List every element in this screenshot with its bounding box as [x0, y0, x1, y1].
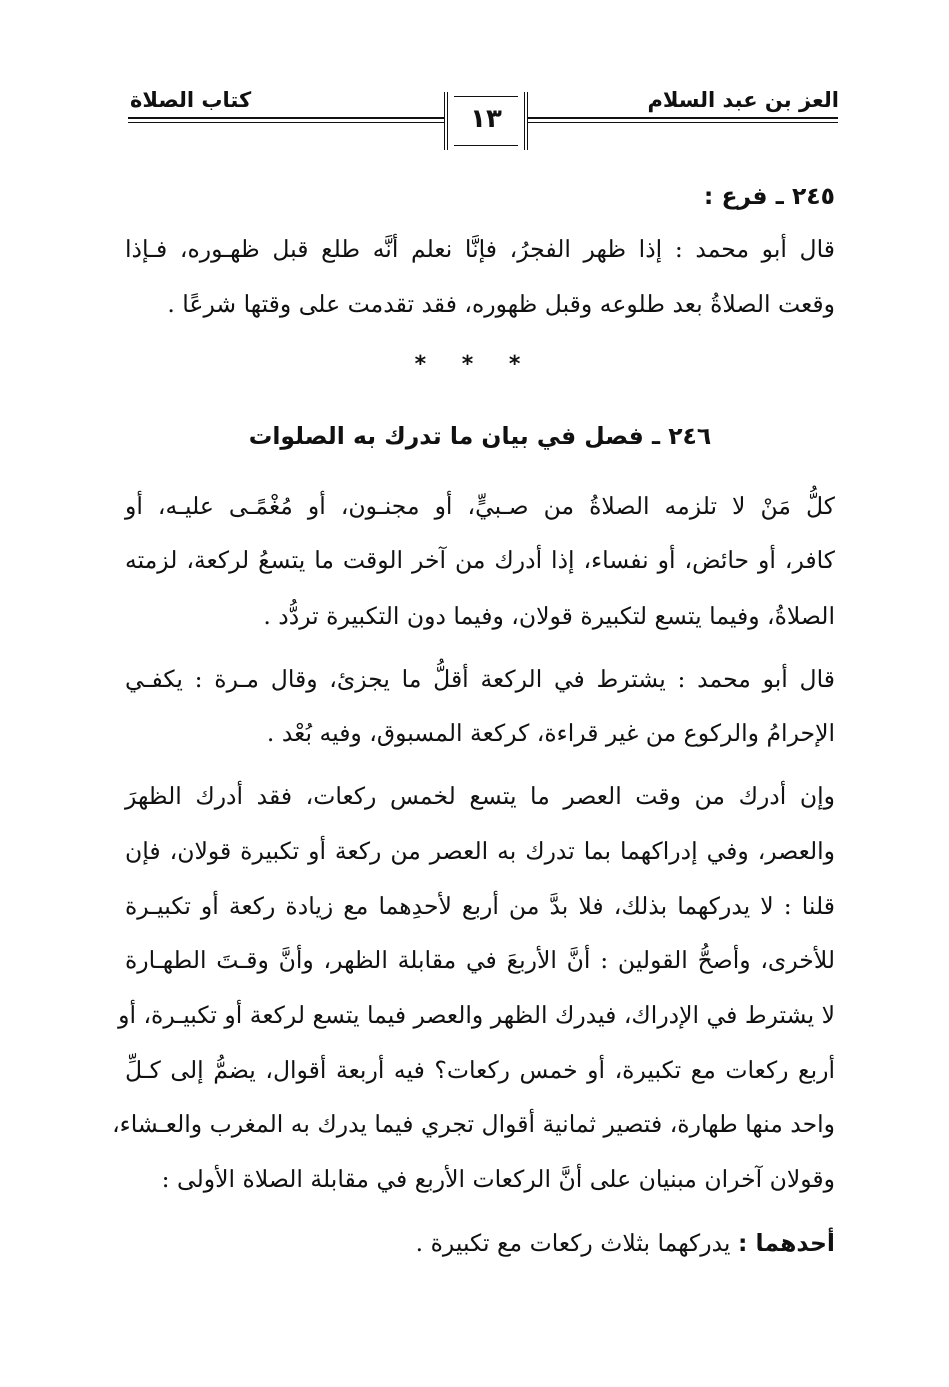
section-245-line-2: وقعت الصلاةُ بعد طلوعه وقبل ظهوره، فقد تقدمت على وقتها شرعًا . — [167, 290, 835, 318]
header-book-section: كتاب الصلاة — [130, 88, 252, 112]
para3-line-1: وإن أدرك من وقت العصر ما يتسع لخمس ركعات، فقد أدرك الظهرَ — [125, 782, 835, 810]
section-245-line-1: قال أبو محمد : إذا ظهر الفجرُ، فإنَّا نعلم أنَّه طلع قبل ظهـوره، فـإذا — [125, 235, 835, 263]
section-separator: * * * — [414, 352, 535, 377]
para3-line-7: واحد منها طهارة، فتصير ثمانية أقوال تجري فيما يدرك به المغرب والعـشاء، — [112, 1110, 835, 1138]
item-1-label: أحدهما : — [737, 1229, 835, 1257]
header-rule-right-top — [528, 117, 838, 119]
page-number-frame — [444, 92, 528, 150]
header-author: العز بن عبد السلام — [647, 88, 839, 112]
header-rule-left-bottom — [128, 122, 444, 123]
para3-line-3: قلنا : لا يدركهما بذلك، فلا بدَّ من أربع لأحدِهما مع زيادة ركعة أو تكبيـرة — [125, 892, 835, 920]
header-rule-right-bottom — [528, 122, 838, 123]
para1-line-3: الصلاةُ، وفيما يتسع لتكبيرة قولان، وفيما دون التكبيرة تردُّد . — [263, 602, 835, 630]
item-1 — [125, 1225, 835, 1261]
para3-line-6: أربع ركعات مع تكبيرة، أو خمس ركعات؟ فيه أربعة أقوال، يضمُّ إلى كـلِّ — [125, 1056, 835, 1084]
para2-line-2: الإحرامُ والركوع من غير قراءة، كركعة المسبوق، وفيه بُعْد . — [266, 719, 835, 747]
page-number: ١٣ — [470, 104, 502, 134]
para3-line-5: لا يشترط في الإدراك، فيدرك الظهر والعصر فيما يتسع لركعة أو تكبيـرة، أو — [118, 1001, 835, 1029]
para1-line-1: كلُّ مَنْ لا تلزمه الصلاةُ من صـبيٍّ، أو مجنـون، أو مُغْمًـى عليـه، أو — [125, 492, 835, 520]
para3-line-8: وقولان آخران مبنيان على أنَّ الركعات الأربع في مقابلة الصلاة الأولى : — [161, 1165, 835, 1193]
item-1-text: يدركهما بثلاث ركعات مع تكبيرة . — [415, 1229, 731, 1257]
section-246-heading: ٢٤٦ ـ فصل في بيان ما تدرك به الصلوات — [248, 422, 712, 450]
section-245-heading: ٢٤٥ ـ فرع : — [703, 182, 835, 210]
para3-line-2: والعصر، وفي إدراكهما بما تدرك به العصر من ركعة أو تكبيرة قولان، فإن — [125, 837, 835, 865]
header-rule-left-top — [128, 117, 444, 119]
para2-line-1: قال أبو محمد : يشترط في الركعة أقلُّ ما يجزئ، وقال مـرة : يكفـي — [125, 665, 835, 693]
para3-line-4: للأخرى، وأصحُّ القولين : أنَّ الأربعَ في مقابلة الظهر، وأنَّ وقـتَ الطهـارة — [125, 946, 835, 974]
para1-line-2: كافر، أو حائض، أو نفساء، إذا أدرك من آخر الوقت ما يتسعُ لركعة، لزمته — [125, 546, 835, 574]
